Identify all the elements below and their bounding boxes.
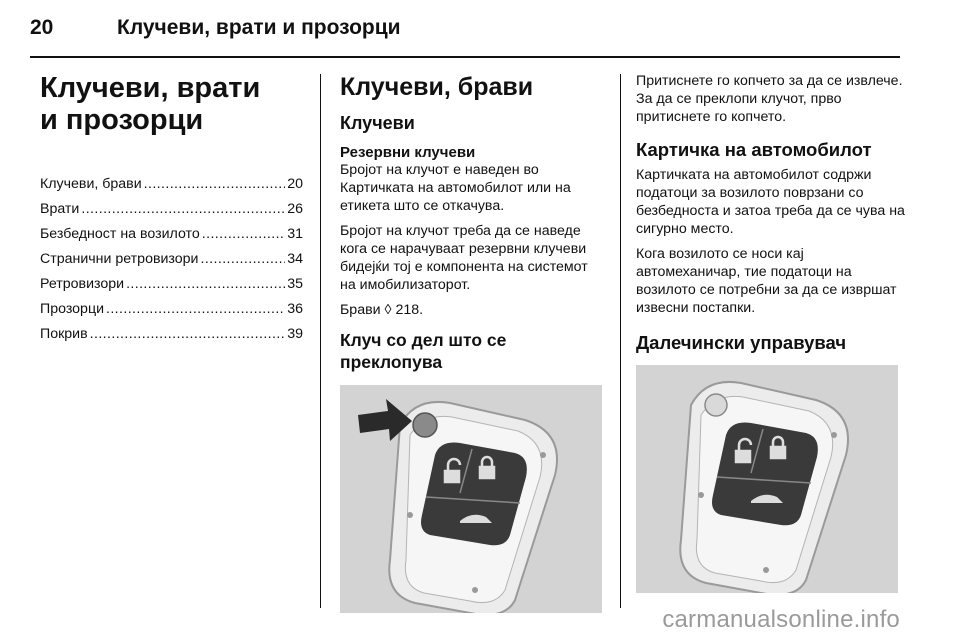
column-divider-left [320, 74, 321, 608]
running-header: Клучеви, врати и прозорци [117, 16, 401, 39]
toc-label: Ретровизори [40, 276, 125, 292]
reference-arrow-icon: ◊ [384, 302, 392, 318]
toc-page: 20 [287, 176, 303, 192]
toc-page: 34 [287, 251, 303, 267]
toc-item[interactable] [40, 176, 303, 201]
release-button-icon [705, 394, 727, 416]
toc-page: 26 [287, 201, 303, 217]
toc-item[interactable] [40, 276, 303, 301]
folding-key-heading: Клуч со дел што се преклопува [340, 330, 507, 372]
toc-leader [200, 251, 285, 267]
car-pass-para-2: Кога возилото се носи кај автомеханичар, тие податоци на возилото се потребни за да се извршат извесни постапки. [636, 246, 897, 316]
toc-label: Безбедност на возилото [40, 226, 200, 242]
screw-icon [763, 567, 769, 573]
toc-page: 35 [287, 276, 303, 292]
screw-icon [540, 452, 546, 458]
chapter-title [40, 72, 303, 136]
toc-leader [81, 201, 285, 217]
cross-reference-label: Брави [340, 302, 381, 318]
toc-leader [90, 326, 286, 342]
toc-page: 39 [287, 326, 303, 342]
toc-label: Врати [40, 201, 80, 217]
table-of-contents [40, 176, 303, 351]
toc-leader [144, 176, 286, 192]
car-pass-heading: Картичка на автомобилот [636, 139, 872, 160]
toc-item[interactable] [40, 301, 303, 326]
right-column [636, 72, 906, 593]
subsection-title: Клучеви [340, 113, 415, 133]
toc-leader [126, 276, 285, 292]
toc-item[interactable] [40, 226, 303, 251]
folding-key-illustration [340, 385, 602, 613]
toc-leader [202, 226, 285, 242]
key-button-panel [712, 423, 818, 526]
toc-page: 36 [287, 301, 303, 317]
toc-item[interactable] [40, 251, 303, 276]
spare-keys-para-2: Бројот на клучот треба да се наведе кога се нарачуваат резервни клучеви бидејќи тој е компонента на системот на имобилизаторот. [340, 223, 588, 293]
toc-label: Покрив [40, 326, 88, 342]
page-number: 20 [30, 16, 54, 39]
keys-column [340, 72, 605, 613]
screw-icon [698, 492, 704, 498]
spare-keys-heading: Резервни клучеви [340, 144, 476, 161]
key-button-panel [421, 443, 527, 546]
release-instructions: Притиснете го копчето за да се извлече. За да се преклопи клучот, прво притиснете го копчето. [636, 73, 903, 125]
toc-label: Странични ретровизори [40, 251, 199, 267]
toc-leader [106, 301, 285, 317]
toc-page: 31 [287, 226, 303, 242]
toc-label: Прозорци [40, 301, 104, 317]
chapter-title-line2: и прозорци [40, 104, 204, 136]
column-divider-right [620, 74, 621, 608]
remote-control-illustration [636, 365, 898, 593]
car-pass-para-1: Картичката на автомобилот содржи податоци за возилото поврзани со безбедноста и затоа треба да се чува на сигурно место. [636, 167, 905, 237]
folding-key-image [340, 385, 602, 613]
chapter-column [40, 72, 303, 351]
section-title: Клучеви, брави [340, 73, 534, 101]
toc-item[interactable] [40, 201, 303, 226]
remote-control-image [636, 365, 898, 593]
spare-keys-para-1: Бројот на клучот е наведен во Картичката на автомобилот или на етикета што се откачува. [340, 162, 571, 214]
screw-icon [407, 512, 413, 518]
cross-reference-page: 218. [395, 302, 424, 318]
toc-item[interactable] [40, 326, 303, 351]
toc-label: Клучеви, брави [40, 176, 142, 192]
chapter-title-line1: Клучеви, врати [40, 72, 261, 104]
watermark: carmanualsonline.info [662, 606, 900, 633]
header-rule [30, 56, 900, 58]
screw-icon [472, 587, 478, 593]
screw-icon [831, 432, 837, 438]
cross-reference[interactable] [340, 301, 605, 319]
release-button-icon [413, 413, 437, 437]
remote-control-heading: Далечински управувач [636, 332, 847, 353]
